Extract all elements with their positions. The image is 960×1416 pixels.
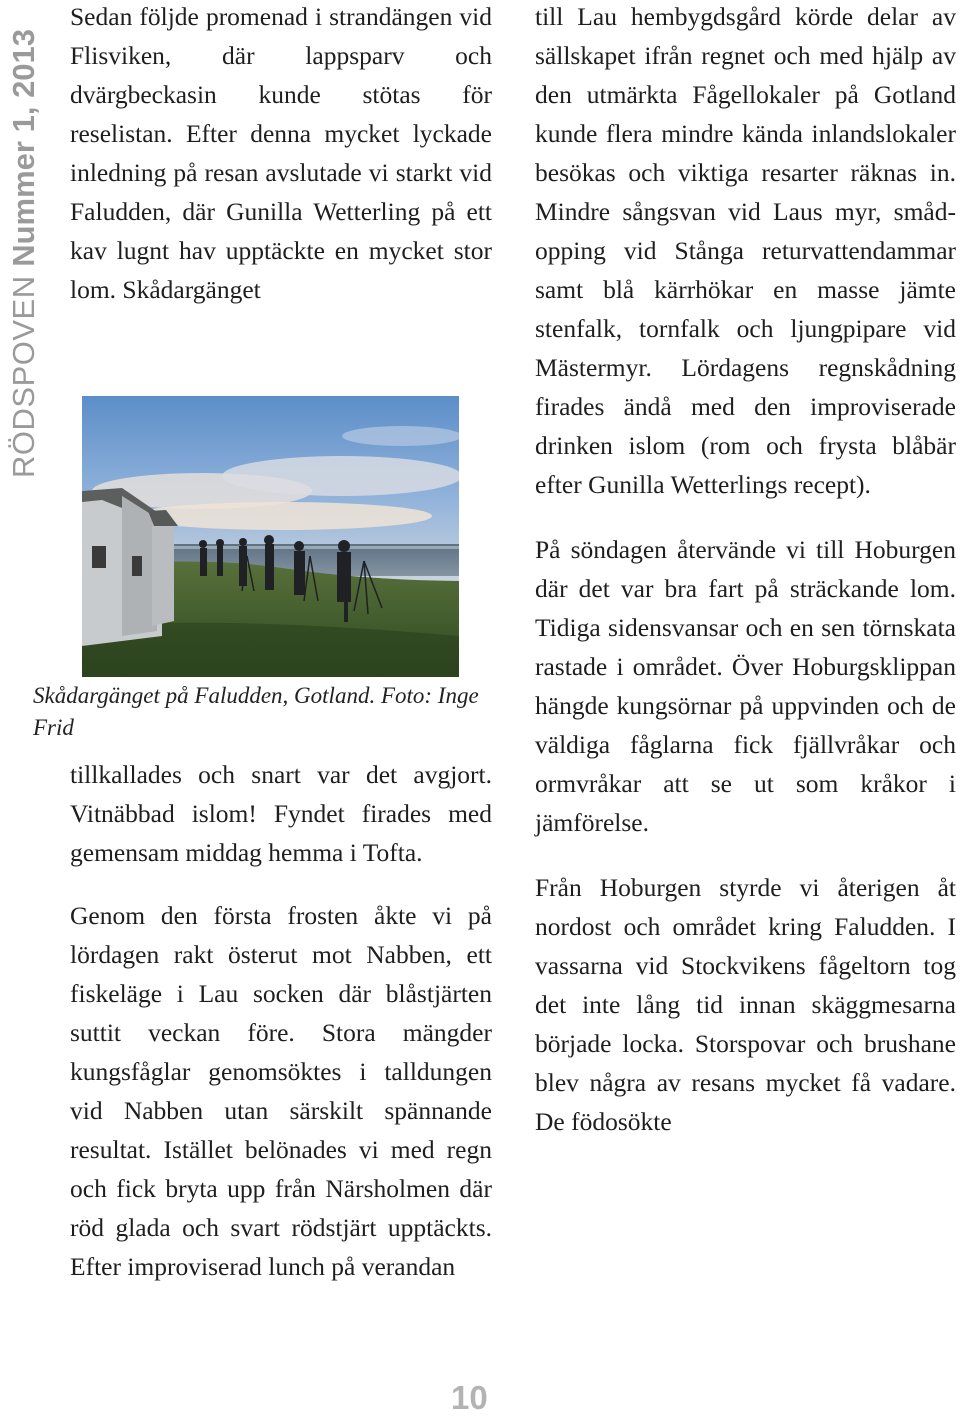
issue-label: Nummer 1, 2013	[6, 28, 41, 267]
page-number: 10	[451, 1379, 488, 1416]
photo-birdwatchers-faludden	[82, 396, 459, 677]
paragraph: Sedan följde promenad i strandängen vid Flisviken, där lappsparv och dvärgbeckasin kunde stötas för reselistan. Efter denna mycket lyckade inledning på resan avslutade vi starkt vid Faludden, där Gunilla Wetterling på ett kav lugnt hav upptäckte en mycket stor lom. Skådargänget	[70, 2, 492, 304]
left-column-bottom	[70, 755, 492, 1286]
photo-caption: Skådargänget på Faludden, Gotland. Foto: Inge Frid	[33, 683, 479, 740]
magazine-name: RÖDSPOVEN	[6, 275, 41, 478]
sidebar-masthead	[0, 0, 50, 490]
paragraph: till Lau hembygdsgård körde delar av sällskapet ifrån regnet och med hjälp av den utmärkta Fågellokaler på Gotland kunde flera mindre kända inlandslokaler besökas och viktiga resarter räknas in. Mindre sångsvan vid Laus myr, smådopping vid Stånga returvattendammar samt blå kärrhökar en masse jämte stenfalk, tornfalk och ljungpipare vid Mästermyr. Lördagens regnskådning firades ändå med den improviserade drinken islom (rom och frysta blåbär efter Gunilla Wetterlings recept).	[535, 2, 956, 499]
masthead-text	[6, 29, 42, 478]
paragraph: På söndagen återvände vi till Hoburgen där det var bra fart på sträckande lom. Tidiga sidensvansar och en sen törnskata rastade i området. Över Hoburgsklippan hängde kungsörnar på uppvinden och de väldiga fåglarna fick fjällvråkar och ormvråkar att se ut som kråkor i jämförelse.	[535, 535, 956, 837]
paragraph: Genom den första frosten åkte vi på lördagen rakt österut mot Nabben, ett fiskeläge i Lau socken där blåstjärten suttit veckan före. Stora mängder kungsfåglar genomsöktes i talldungen vid Nabben utan särskilt spännande resultat. Istället belönades vi med regn och fick bryta upp från Närsholmen där röd glada och svart rödstjärt upptäckts. Efter improviserad lunch på verandan	[70, 901, 492, 1281]
right-column	[535, 0, 956, 1141]
left-column-top	[70, 0, 492, 309]
paragraph: tillkallades och snart var det avgjort. Vitnäbbad islom! Fyndet firades med gemensam middag hemma i Tofta.	[70, 760, 492, 867]
paragraph: Från Hoburgen styrde vi återigen åt nordost och området kring Faludden. I vassarna vid Stockvikens fågeltorn tog det inte lång tid innan skäggmesarna började locka. Storspovar och brushane blev några av resans mycket få vadare. De födosökte	[535, 873, 956, 1136]
